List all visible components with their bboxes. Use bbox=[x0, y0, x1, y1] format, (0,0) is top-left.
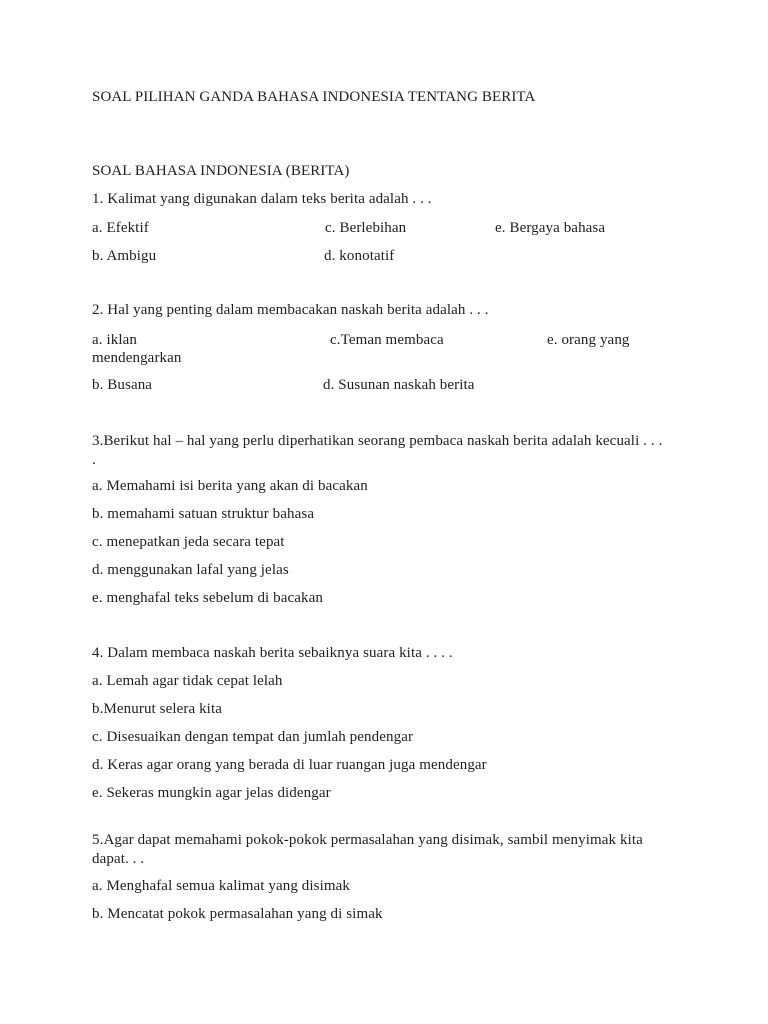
question-3-text-line-1: 3.Berikut hal – hal yang perlu diperhatikan seorang pembaca naskah berita adalah kecuali . . . bbox=[92, 433, 663, 449]
question-1-options-row-1 bbox=[92, 219, 684, 238]
section-heading: SOAL BAHASA INDONESIA (BERITA) bbox=[92, 163, 350, 179]
question-1-option-d: d. konotatif bbox=[324, 248, 395, 264]
question-2-option-d: d. Susunan naskah berita bbox=[323, 377, 475, 393]
question-3-option-c: c. menepatkan jeda secara tepat bbox=[92, 534, 285, 550]
question-2-option-e-continued: mendengarkan bbox=[92, 350, 182, 366]
question-2-option-e: e. orang yang bbox=[547, 332, 630, 348]
question-3-option-a: a. Memahami isi berita yang akan di bacakan bbox=[92, 478, 368, 494]
question-2-option-c: c.Teman membaca bbox=[330, 332, 444, 348]
question-4-text: 4. Dalam membaca naskah berita sebaiknya suara kita . . . . bbox=[92, 645, 453, 661]
question-1-option-e: e. Bergaya bahasa bbox=[495, 220, 606, 236]
question-5-text-line-1: 5.Agar dapat memahami pokok-pokok permasalahan yang disimak, sambil menyimak kita bbox=[92, 832, 643, 848]
question-2-text: 2. Hal yang penting dalam membacakan naskah berita adalah . . . bbox=[92, 302, 489, 318]
question-3-text-line-2: . bbox=[92, 452, 96, 468]
question-3-option-b: b. memahami satuan struktur bahasa bbox=[92, 506, 315, 522]
question-5-option-a: a. Menghafal semua kalimat yang disimak bbox=[92, 878, 350, 894]
question-4-option-d: d. Keras agar orang yang berada di luar ruangan juga mendengar bbox=[92, 757, 487, 773]
question-3-option-d: d. menggunakan lafal yang jelas bbox=[92, 562, 289, 578]
question-5-text-line-2: dapat. . . bbox=[92, 851, 145, 867]
question-2-option-b: b. Busana bbox=[92, 377, 153, 393]
question-2-options-row-2 bbox=[92, 376, 684, 395]
question-1-text: 1. Kalimat yang digunakan dalam teks berita adalah . . . bbox=[92, 191, 432, 207]
question-5-option-b: b. Mencatat pokok permasalahan yang di simak bbox=[92, 906, 383, 922]
question-4-option-c: c. Disesuaikan dengan tempat dan jumlah pendengar bbox=[92, 729, 414, 745]
question-1-option-c: c. Berlebihan bbox=[325, 220, 407, 236]
question-4-option-b: b.Menurut selera kita bbox=[92, 701, 222, 717]
question-3-option-e: e. menghafal teks sebelum di bacakan bbox=[92, 590, 324, 606]
question-2-options-row-1 bbox=[92, 331, 684, 350]
question-1-option-b: b. Ambigu bbox=[92, 248, 157, 264]
question-2-option-a: a. iklan bbox=[92, 332, 137, 348]
document-title: SOAL PILIHAN GANDA BAHASA INDONESIA TENTANG BERITA bbox=[92, 89, 536, 105]
question-1-options-row-2 bbox=[92, 247, 684, 266]
question-4-option-e: e. Sekeras mungkin agar jelas didengar bbox=[92, 785, 331, 801]
question-4-option-a: a. Lemah agar tidak cepat lelah bbox=[92, 673, 283, 689]
question-1-option-a: a. Efektif bbox=[92, 220, 149, 236]
